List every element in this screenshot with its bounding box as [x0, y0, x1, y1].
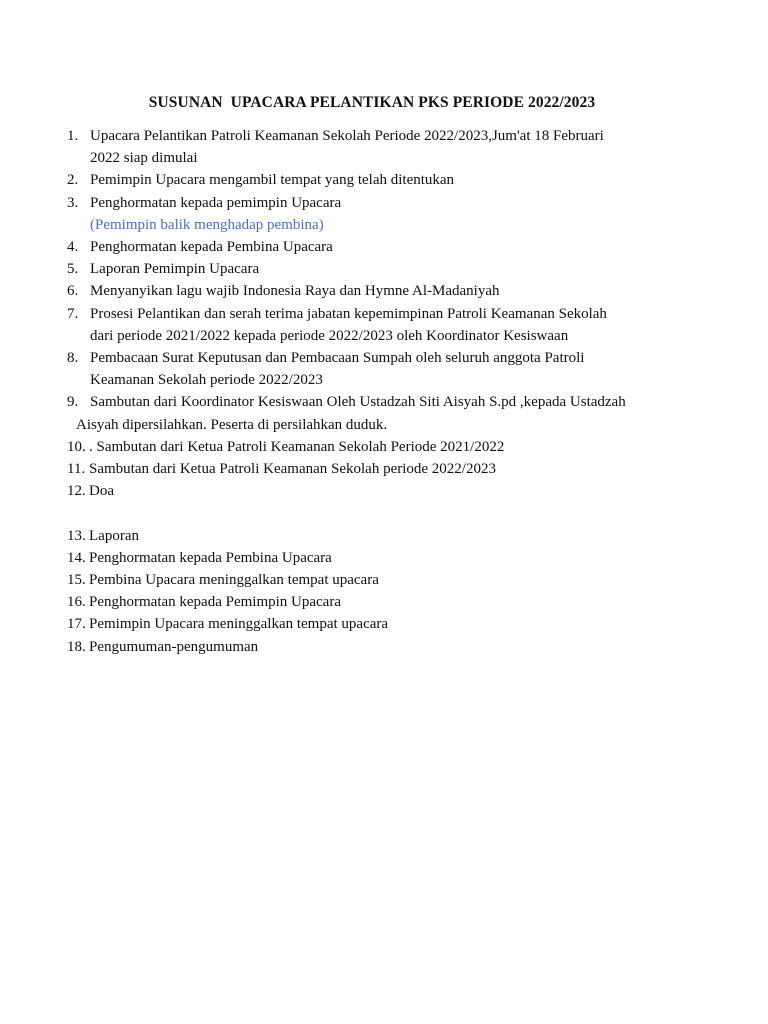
item-text: Laporan [89, 527, 139, 544]
item-note: (Pemimpin balik menghadap pembina) [90, 216, 324, 233]
list-item [0, 280, 768, 302]
item-text: Prosesi Pelantikan dan serah terima jabatan kepemimpinan Patroli Keamanan Sekolah [90, 305, 607, 322]
item-number: 17. [67, 616, 86, 633]
item-text: Doa [89, 483, 114, 500]
item-text: Penghormatan kepada Pemimpin Upacara [89, 594, 341, 611]
item-number: 12. [67, 483, 86, 500]
item-number: 6. [67, 283, 79, 300]
item-text: Laporan Pemimpin Upacara [90, 261, 260, 278]
item-text: Penghormatan kepada Pembina Upacara [89, 549, 332, 566]
list-item [0, 569, 768, 591]
item-text: Penghormatan kepada pemimpin Upacara [90, 194, 342, 211]
list-item [0, 236, 768, 258]
item-text: Sambutan dari Ketua Patroli Keamanan Sekolah periode 2022/2023 [89, 461, 496, 478]
item-number: 7. [67, 305, 79, 322]
list-item [0, 525, 768, 547]
list-item [0, 347, 768, 391]
list-item [0, 458, 768, 480]
list-item [0, 258, 768, 280]
item-number: 5. [67, 261, 79, 278]
item-text: Upacara Pelantikan Patroli Keamanan Sekolah Periode 2022/2023,Jum'at 18 Februari [90, 128, 604, 144]
item-number: 16. [67, 594, 86, 611]
item-text-continued: Keamanan Sekolah periode 2022/2023 [90, 372, 323, 389]
item-number: 15. [67, 572, 86, 589]
list-item [0, 591, 768, 613]
item-text-continued: dari periode 2021/2022 kepada periode 2022/2023 oleh Koordinator Kesiswaan [90, 327, 569, 344]
list-item [0, 125, 768, 169]
list-item [0, 391, 768, 435]
list-item [0, 303, 768, 347]
item-text: Pemimpin Upacara meninggalkan tempat upacara [89, 616, 389, 633]
item-text-continued: Aisyah dipersilahkan. Peserta di persilahkan duduk. [76, 416, 388, 433]
list-item [0, 192, 768, 236]
list-item [0, 613, 768, 635]
item-number: 9. [67, 394, 79, 411]
item-text: Sambutan dari Koordinator Kesiswaan Oleh Ustadzah Siti Aisyah S.pd ,kepada Ustadzah [90, 394, 626, 411]
item-text: Penghormatan kepada Pembina Upacara [90, 239, 333, 256]
list-item [0, 480, 768, 502]
item-number: 2. [67, 172, 79, 189]
list-item [0, 436, 768, 458]
item-text: Pembina Upacara meninggalkan tempat upacara [89, 572, 379, 589]
item-text: . Sambutan dari Ketua Patroli Keamanan Sekolah Periode 2021/2022 [89, 438, 505, 455]
item-text: Pengumuman-pengumuman [89, 638, 259, 655]
item-number: 14. [67, 549, 86, 566]
item-number: 13. [67, 527, 86, 544]
item-number: 8. [67, 350, 79, 367]
item-text: Menyanyikan lagu wajib Indonesia Raya dan Hymne Al-Madaniyah [90, 283, 500, 300]
document-title: SUSUNAN UPACARA PELANTIKAN PKS PERIODE 2022/2023 [148, 94, 596, 111]
list-item [0, 169, 768, 191]
list-item [0, 636, 768, 658]
item-text-continued: 2022 siap dimulai [90, 150, 198, 167]
blank-line [0, 502, 768, 524]
item-number: 18. [67, 638, 86, 655]
item-text: Pembacaan Surat Keputusan dan Pembacaan Sumpah oleh seluruh anggota Patroli [90, 350, 585, 367]
item-number: 10. [67, 438, 86, 455]
item-number: 11. [67, 461, 86, 478]
item-number: 4. [67, 239, 79, 256]
item-number: 3. [67, 194, 79, 211]
ceremony-agenda-list [0, 125, 768, 658]
list-item [0, 547, 768, 569]
item-text: Pemimpin Upacara mengambil tempat yang telah ditentukan [90, 172, 455, 189]
item-number: 1. [67, 128, 79, 144]
